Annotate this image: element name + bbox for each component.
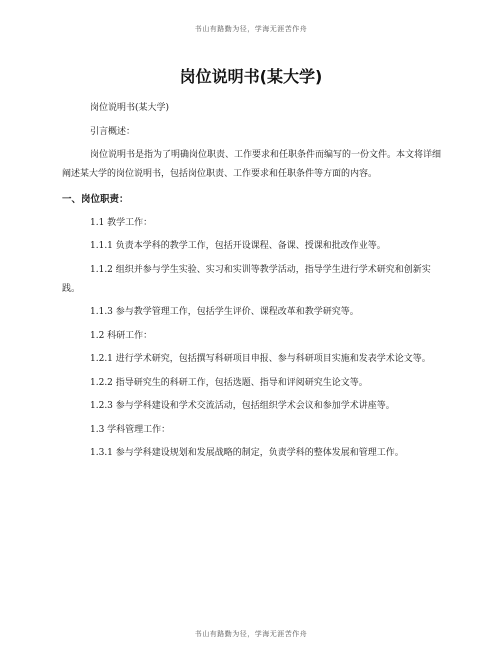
page-footer: 书山有路勤为径，学海无涯苦作舟 <box>194 630 308 638</box>
subsection-research: 1.2 科研工作： <box>90 330 153 341</box>
page-header: 书山有路勤为径，学海无涯苦作舟 <box>194 25 308 33</box>
intro-paragraph: 岗位说明书是指为了明确岗位职责、工作要求和任职条件而编写的一份文件。本文将详细阐述某大学的岗位说明书，包括岗位职责、工作要求和任职条件等方面的内容。 <box>62 150 442 179</box>
document-body <box>62 99 442 468</box>
subsection-discipline-management: 1.3 学科管理工作： <box>90 424 171 435</box>
item-1-1-2: 1.1.2 组织并参与学生实验、实习和实训等教学活动，指导学生进行学术研究和创新实践。 <box>62 264 431 294</box>
section-heading-duties: 一、岗位职责： <box>62 194 129 205</box>
item-1-2-2: 1.2.2 指导研究生的科研工作，包括选题、指导和评阅研究生论文等。 <box>90 377 368 388</box>
item-1-3-1: 1.3.1 参与学科建设规划和发展战略的制定，负责学科的整体发展和管理工作。 <box>90 448 404 458</box>
intro-label: 引言概述： <box>90 126 136 137</box>
item-1-1-1: 1.1.1 负责本学科的教学工作，包括开设课程、备课、授课和批改作业等。 <box>90 241 386 251</box>
document-subtitle: 岗位说明书(某大学) <box>90 103 170 113</box>
item-1-2-1: 1.2.1 进行学术研究，包括撰写科研项目申报、参与科研项目实施和发表学术论文等。 <box>90 354 431 364</box>
item-1-2-3: 1.2.3 参与学科建设和学术交流活动，包括组织学术会议和参加学术讲座等。 <box>90 401 395 411</box>
item-1-1-3: 1.1.3 参与教学管理工作，包括学生评价、课程改革和教学研究等。 <box>90 307 359 317</box>
subsection-teaching: 1.1 教学工作： <box>90 217 153 228</box>
document-title: 岗位说明书(某大学) <box>179 67 323 86</box>
